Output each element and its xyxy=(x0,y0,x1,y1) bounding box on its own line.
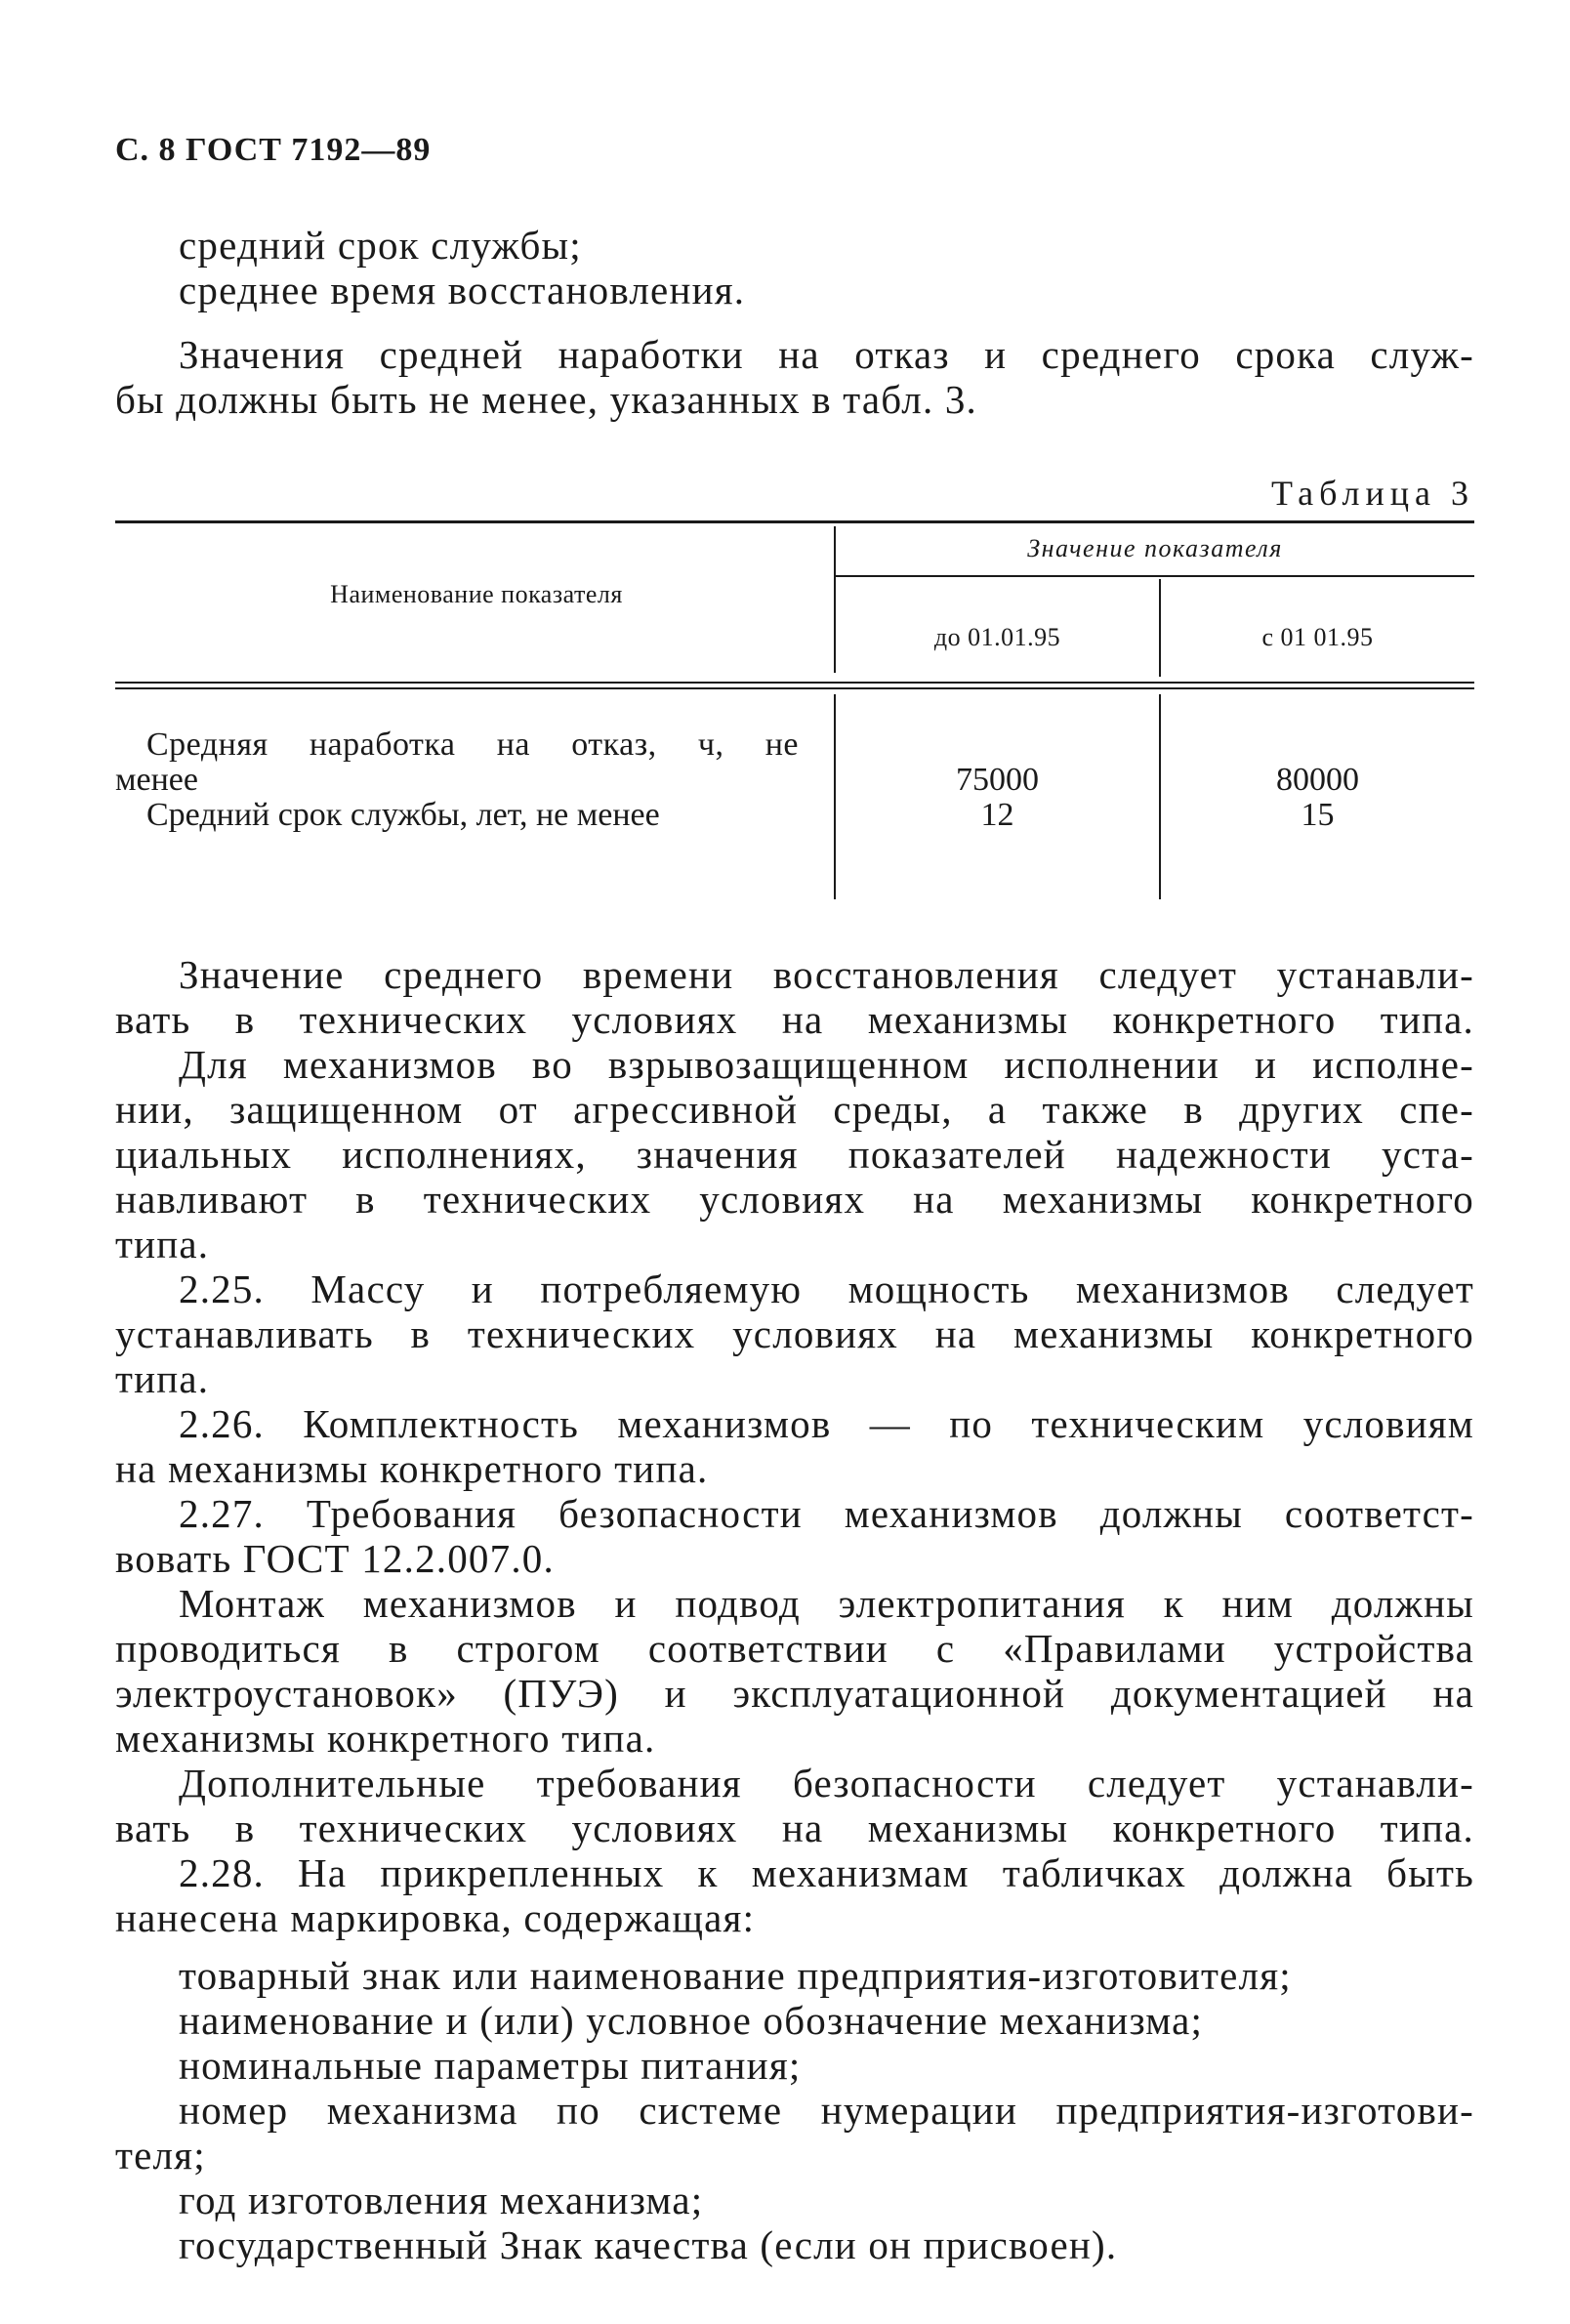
text-line: 2.28. На прикрепленных к механизмам табличках должна быть xyxy=(179,1850,1474,1895)
intro-list xyxy=(115,223,1474,312)
cell-value: 15 xyxy=(1301,797,1335,833)
page-header: С. 8 ГОСТ 7192—89 xyxy=(115,132,432,168)
col-header-name: Наименование показателя xyxy=(330,580,623,608)
row-label: Средняя наработка на отказ, ч, не xyxy=(146,726,799,763)
col-header-before: до 01.01.95 xyxy=(933,623,1061,651)
text-line: вовать ГОСТ 12.2.007.0. xyxy=(115,1536,555,1581)
text-line: типа. xyxy=(115,1356,210,1401)
text-line: типа. xyxy=(115,1222,210,1266)
list-item-cont: теля; xyxy=(115,2133,206,2178)
list-item: номинальные параметры питания; xyxy=(179,2043,802,2088)
col-header-group: Значение показателя xyxy=(1027,534,1283,562)
text-line: нанесена маркировка, содержащая: xyxy=(115,1895,756,1940)
text-line: вать в технических условиях на механизмы конкретного типа. xyxy=(115,997,1474,1042)
text-line: Для механизмов во взрывозащищенном исполнении и исполне- xyxy=(179,1042,1474,1087)
text-line: на механизмы конкретного типа. xyxy=(115,1446,709,1491)
reliability-table xyxy=(115,520,1474,901)
text-line: навливают в технических условиях на механизмы конкретного xyxy=(115,1177,1474,1222)
header-bottom-rule-2 xyxy=(115,687,1474,689)
text-line: 2.25. Массу и потребляемую мощность механизмов следует xyxy=(179,1266,1474,1311)
group-header-rule xyxy=(836,575,1474,577)
text-line: бы должны быть не менее, указанных в табл. 3. xyxy=(115,377,977,422)
text-line: вать в технических условиях на механизмы конкретного типа. xyxy=(115,1805,1474,1850)
list-item: наименование и (или) условное обозначение механизма; xyxy=(179,1998,1204,2043)
table-top-rule xyxy=(115,520,1474,523)
list-item: товарный знак или наименование предприятия-изготовителя; xyxy=(179,1953,1292,1998)
table-caption: Таблица 3 xyxy=(1271,474,1474,513)
text-line: циальных исполнениях, значения показателей надежности уста- xyxy=(115,1132,1474,1177)
text-line: проводиться в строгом соответствии с «Правилами устройства xyxy=(115,1626,1474,1671)
list-item: государственный Знак качества (если он присвоен). xyxy=(179,2222,1118,2267)
text-line: 2.26. Комплектность механизмов — по техническим условиям xyxy=(179,1401,1474,1446)
list-item: номер механизма по системе нумерации предприятия-изготови- xyxy=(179,2088,1474,2133)
text-line: нии, защищенном от агрессивной среды, а также в других спе- xyxy=(115,1087,1474,1132)
text-line: Монтаж механизмов и подвод электропитания к ним должны xyxy=(179,1581,1474,1626)
body-text xyxy=(115,952,1474,1940)
header-bottom-rule xyxy=(115,682,1474,684)
row-label-cont: менее xyxy=(115,762,198,798)
cell-value: 12 xyxy=(980,797,1014,833)
intro-line: средний срок службы; xyxy=(179,223,582,268)
text-line: Дополнительные требования безопасности следует устанавли- xyxy=(179,1761,1474,1805)
cell-value: 75000 xyxy=(956,762,1039,798)
list-item: год изготовления механизма; xyxy=(179,2178,704,2222)
text-line: механизмы конкретного типа. xyxy=(115,1716,656,1761)
cell-value: 80000 xyxy=(1276,762,1359,798)
table-row xyxy=(115,727,799,833)
text-line: 2.27. Требования безопасности механизмов должны соответст- xyxy=(179,1491,1474,1536)
intro-line: среднее время восстановления. xyxy=(179,268,746,312)
text-line: электроустановок» (ПУЭ) и эксплуатационной документацией на xyxy=(115,1671,1474,1716)
text-line: Значение среднего времени восстановления следует устанавли- xyxy=(179,952,1474,997)
cell-before xyxy=(836,763,1159,833)
text-line: Значения средней наработки на отказ и среднего срока служ- xyxy=(179,332,1474,377)
text-line: устанавливать в технических условиях на механизмы конкретного xyxy=(115,1311,1474,1356)
marking-list xyxy=(115,1953,1474,2267)
row-label: Средний срок службы, лет, не менее xyxy=(146,797,660,833)
intro-paragraph xyxy=(115,332,1474,422)
cell-after xyxy=(1161,763,1474,833)
col-header-after: с 01 01.95 xyxy=(1261,623,1374,651)
